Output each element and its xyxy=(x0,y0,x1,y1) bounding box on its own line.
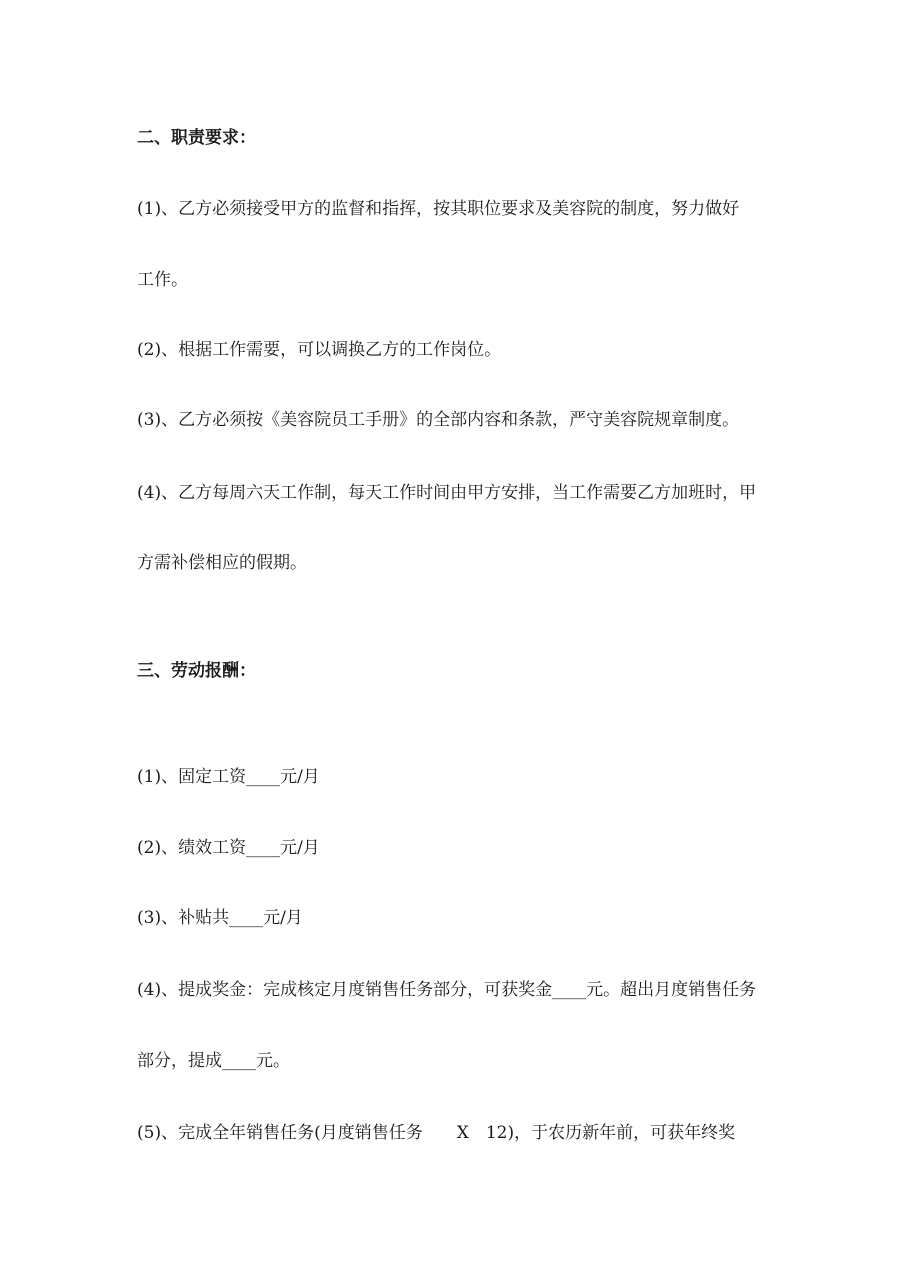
section-heading-duties: 二、职责要求： xyxy=(137,128,256,148)
duties-item-1-line-1: (1)、乙方必须接受甲方的监督和指挥，按其职位要求及美容院的制度，努力做好 xyxy=(137,199,740,219)
duties-item-1-line-2: 工作。 xyxy=(137,270,188,290)
compensation-item-4-line-1: (4)、提成奖金：完成核定月度销售任务部分，可获奖金____元。超出月度销售任务 xyxy=(137,980,757,1000)
duties-item-3: (3)、乙方必须按《美容院员工手册》的全部内容和条款，严守美容院规章制度。 xyxy=(137,410,740,430)
compensation-item-2: (2)、绩效工资____元/月 xyxy=(137,838,320,858)
duties-item-4-line-1: (4)、乙方每周六天工作制，每天工作时间由甲方安排，当工作需要乙方加班时，甲 xyxy=(137,483,757,503)
compensation-item-5-line-1: (5)、完成全年销售任务(月度销售任务 X 12)，于农历新年前，可获年终奖 xyxy=(137,1123,736,1143)
compensation-item-3: (3)、补贴共____元/月 xyxy=(137,908,303,928)
duties-item-2: (2)、根据工作需要，可以调换乙方的工作岗位。 xyxy=(137,340,502,360)
compensation-item-4-line-2: 部分，提成____元。 xyxy=(137,1051,290,1071)
duties-item-4-line-2: 方需补偿相应的假期。 xyxy=(137,553,307,573)
section-heading-compensation: 三、劳动报酬： xyxy=(137,661,256,681)
compensation-item-1: (1)、固定工资____元/月 xyxy=(137,767,320,787)
